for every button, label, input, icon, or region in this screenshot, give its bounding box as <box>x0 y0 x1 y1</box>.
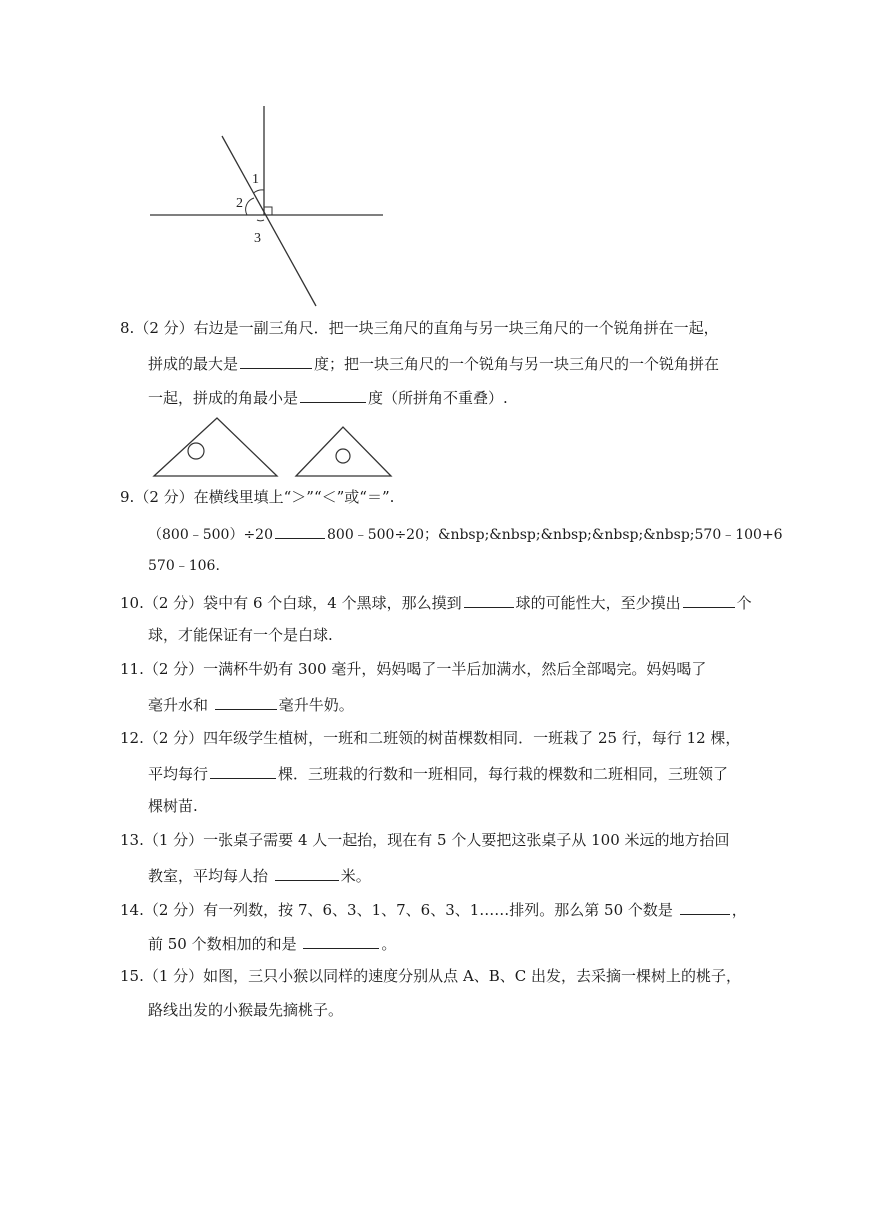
question-13-line-1: 13.（1 分）一张桌子需要 4 人一起抬，现在有 5 个人要把这张桌子从 100 米远的地方抬回 <box>120 831 730 849</box>
question-9-line-1: 9.（2 分）在横线里填上“＞”“＜”或“＝”. <box>120 488 395 506</box>
question-8-line-1: 8.（2 分）右边是一副三角尺．把一块三角尺的直角与另一块三角尺的一个锐角拼在一起， <box>120 319 719 337</box>
question-15-line-2: 路线出发的小猴最先摘桃子。 <box>148 1001 344 1019</box>
answer-blank[interactable] <box>215 693 277 710</box>
question-9-line-3: 570﹣106. <box>148 558 220 574</box>
question-12-line-2: 平均每行 棵．三班栽的行数和一班相同，每行栽的棵数和二班相同，三班领了 <box>148 762 728 782</box>
answer-blank[interactable] <box>683 591 735 608</box>
question-12-line-3: 棵树苗. <box>148 797 198 815</box>
angle-label-1: 1 <box>252 172 259 187</box>
answer-blank[interactable] <box>275 864 339 881</box>
question-10-line-2: 球，才能保证有一个是白球. <box>148 626 333 644</box>
question-8-line-3: 一起，拼成的角最小是 度（所拼角不重叠）. <box>148 386 508 406</box>
question-10-line-1: 10.（2 分）袋中有 6 个白球，4 个黑球，那么摸到 球的可能性大，至少摸出 个 <box>120 591 752 611</box>
question-14-line-2: 前 50 个数相加的和是 。 <box>148 932 396 952</box>
answer-blank[interactable] <box>275 522 325 539</box>
answer-blank[interactable] <box>210 762 276 779</box>
angle-label-2: 2 <box>236 196 243 211</box>
set-squares-figure <box>0 0 869 480</box>
angle-label-3: 3 <box>254 231 261 246</box>
question-14-line-1: 14.（2 分）有一列数，按 7、6、3、1、7、6、3、1……排列。那么第 50 个数是 ， <box>120 898 747 918</box>
question-11-line-2: 毫升水和 毫升牛奶。 <box>148 693 354 713</box>
answer-blank[interactable] <box>464 591 514 608</box>
question-12-line-1: 12.（2 分）四年级学生植树，一班和二班领的树苗棵数相同．一班栽了 25 行，每行 12 棵， <box>120 729 741 747</box>
answer-blank[interactable] <box>680 898 730 915</box>
question-9-line-2: （800﹣500）÷20 800﹣500÷20；&nbsp;&nbsp;&nbsp;&nbsp;&nbsp;570﹣100+6 <box>148 522 783 542</box>
question-8-line-2: 拼成的最大是 度；把一块三角尺的一个锐角与另一块三角尺的一个锐角拼在 <box>148 352 719 372</box>
answer-blank[interactable] <box>303 932 379 949</box>
question-15-line-1: 15.（1 分）如图，三只小猴以同样的速度分别从点 A、B、C 出发，去采摘一棵树上的桃子， <box>120 967 742 985</box>
question-13-line-2: 教室，平均每人抬 米。 <box>148 864 371 884</box>
question-11-line-1: 11.（2 分）一满杯牛奶有 300 毫升，妈妈喝了一半后加满水，然后全部喝完。妈妈喝了 <box>120 660 707 678</box>
